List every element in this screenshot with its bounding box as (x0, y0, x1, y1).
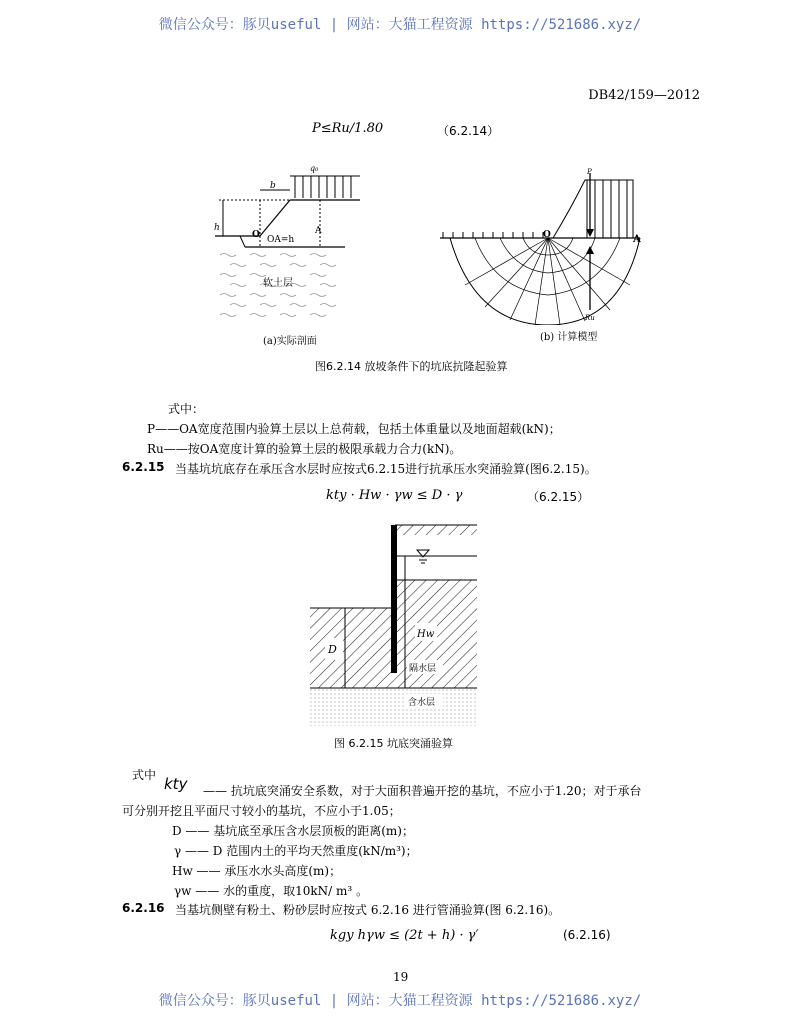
label-A-b: A (633, 234, 641, 245)
def-D: D —— 基坑底至承压含水层顶板的距离(m)； (172, 824, 414, 838)
label-aquitard: 隔水层 (409, 664, 437, 674)
watermark-top: 微信公众号：豚贝useful | 网站：大猫工程资源 https://521686.xyz/ (158, 17, 642, 33)
figure-6-2-15-caption: 图 6.2.15 坑底突涌验算 (334, 737, 453, 750)
equation-number-6-2-14: （6.2.14） (437, 124, 500, 138)
clause-6-2-16-number: 6.2.16 (122, 901, 165, 915)
label-O-b: O (543, 230, 551, 240)
symbol-kty: kty (164, 775, 188, 793)
where-label-2: 式中 (132, 768, 157, 782)
equation-6-2-15: kty · Hw · γw ≤ D · γ (326, 488, 463, 503)
def-gamma-w: γw —— 水的重度，取10kN/ m³ 。 (174, 884, 368, 898)
def-Ru: Ru——按OA宽度计算的验算土层的极限承载力合力(kN)。 (147, 442, 462, 456)
watermark-bottom: 微信公众号：豚贝useful | 网站：大猫工程资源 https://521686.xyz/ (158, 993, 642, 1009)
figure-6-2-14a-section (205, 160, 365, 340)
clause-6-2-16-text: 当基坑侧壁有粉土、粉砂层时应按式 6.2.16 进行管涌验算(图 6.2.16)。 (175, 903, 561, 917)
equation-number-6-2-15: （6.2.15） (527, 490, 590, 504)
figure-6-2-14b-subcaption: (b) 计算模型 (540, 332, 598, 343)
def-gamma: γ —— D 范围内土的平均天然重度(kN/m³)； (174, 844, 418, 858)
def-kty: —— 抗坑底突涌安全系数，对于大面积普遍开挖的基坑，不应小于1.20；对于承台 (203, 784, 642, 798)
def-P: P——OA宽度范围内验算土层以上总荷载，包括土体重量以及地面超载(kN)； (147, 422, 561, 436)
label-b: b (270, 181, 276, 191)
label-P: P (587, 168, 592, 176)
equation-number-6-2-16: (6.2.16) (563, 928, 611, 942)
clause-6-2-15-number: 6.2.15 (122, 460, 165, 474)
figure-6-2-14-caption: 图6.2.14 放坡条件下的坑底抗隆起验算 (315, 360, 508, 373)
figure-6-2-15-diagram (305, 520, 485, 730)
label-soft-soil: 软土层 (263, 278, 293, 289)
label-D: D (328, 643, 337, 656)
standard-code: DB42/159—2012 (588, 88, 700, 103)
figure-6-2-14b-model (435, 165, 650, 325)
def-Hw: Hw —— 承压水水头高度(m)； (172, 864, 342, 878)
label-O: O (252, 230, 260, 240)
label-A: A (315, 226, 322, 236)
label-aquifer: 含水层 (408, 698, 436, 708)
label-Hw: Hw (417, 629, 435, 640)
figure-6-2-14a-subcaption: (a)实际剖面 (263, 336, 317, 347)
page-number: 19 (393, 970, 409, 984)
label-h: h (214, 223, 220, 233)
where-label-1: 式中： (168, 402, 205, 416)
label-q0: q₀ (310, 164, 319, 173)
label-OA: OA=h (267, 235, 295, 245)
clause-6-2-15-text: 当基坑坑底存在承压含水层时应按式6.2.15进行抗承压水突涌验算(图6.2.15)。 (175, 462, 597, 476)
label-Ru: Ru (585, 314, 595, 322)
equation-6-2-16: kgy hγw ≤ (2t + h) · γ′ (330, 928, 479, 943)
equation-6-2-14: P≤Ru/1.80 (312, 121, 384, 136)
def-kty-continued: 可分别开挖且平面尺寸较小的基坑，不应小于1.05； (122, 804, 401, 818)
